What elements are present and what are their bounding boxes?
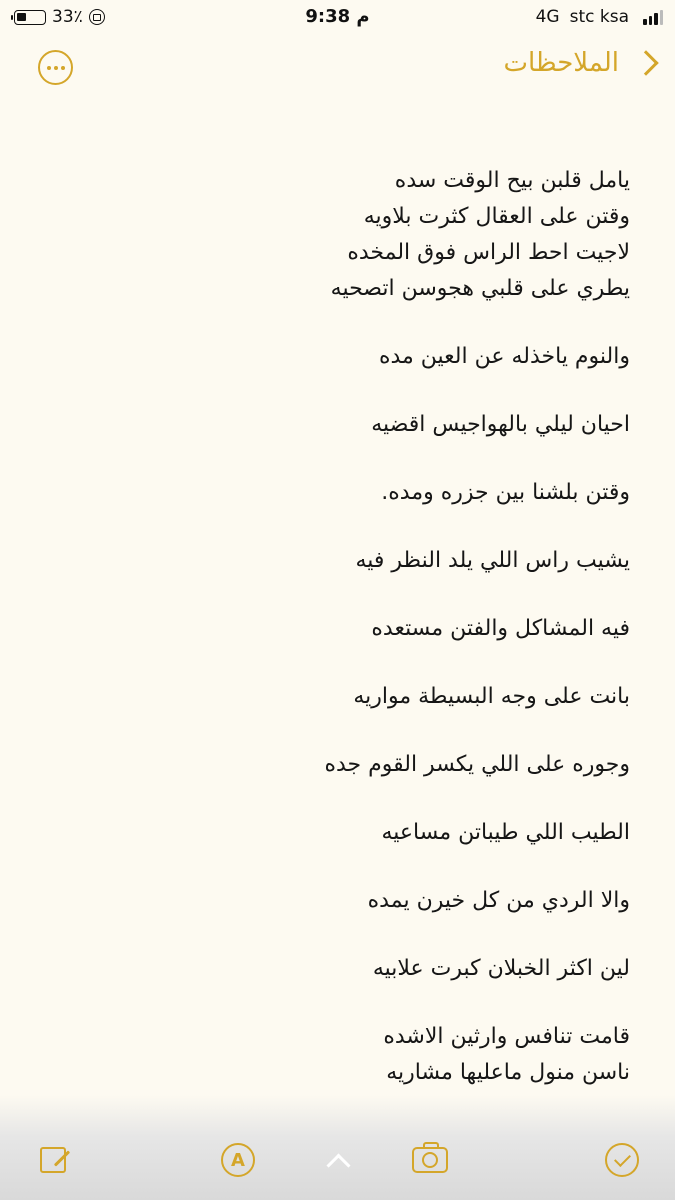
- stanza-gap: [70, 375, 630, 407]
- markup-button[interactable]: [218, 1140, 258, 1180]
- note-line: لين اكثر الخبلان كبرت علابيه: [372, 956, 630, 981]
- back-button[interactable]: [504, 48, 656, 78]
- signal-icon: [643, 9, 663, 25]
- stanza-gap: [70, 307, 630, 339]
- note-line: والا الردي من كل خيرن يمده: [367, 888, 630, 913]
- more-options-button[interactable]: [38, 50, 73, 85]
- note-stanza: [70, 611, 630, 647]
- dot-icon: [61, 66, 65, 70]
- note-stanza: [70, 339, 630, 375]
- battery-percent: 33٪: [52, 7, 83, 27]
- stanza-gap: [70, 851, 630, 883]
- note-line: احيان ليلي بالهواجيس اقضيه: [371, 412, 630, 437]
- chevron-up-icon: [326, 1153, 350, 1177]
- note-line: يطري على قلبي هجوسن اتصحيه: [330, 276, 630, 301]
- stanza-gap: [70, 987, 630, 1019]
- stanza-gap: [70, 443, 630, 475]
- note-line: وجوره على اللي يكسر القوم جده: [324, 752, 630, 777]
- bottom-toolbar: [0, 1095, 675, 1200]
- dot-icon: [54, 66, 58, 70]
- note-stanza: [70, 883, 630, 919]
- note-line: فيه المشاكل والفتن مستعده: [371, 616, 630, 641]
- stanza-gap: [70, 919, 630, 951]
- stanza-gap: [70, 579, 630, 611]
- done-button[interactable]: [602, 1140, 642, 1180]
- note-stanza: [70, 679, 630, 715]
- note-line: وقتن بلشنا بين جزره ومده.: [381, 480, 630, 505]
- status-right: [536, 7, 663, 27]
- note-line: الطيب اللي طيباتن مساعيه: [381, 820, 630, 845]
- note-stanza: [70, 475, 630, 511]
- camera-icon: [412, 1147, 448, 1173]
- note-line: يشيب راس اللي يلد النظر فيه: [355, 548, 630, 573]
- compose-icon: [40, 1147, 66, 1173]
- network-type: 4G: [535, 7, 560, 27]
- note-line: بانت على وجه البسيطة مواريه: [353, 684, 630, 709]
- markup-icon: A: [221, 1143, 255, 1177]
- camera-button[interactable]: [410, 1140, 450, 1180]
- dot-icon: [47, 66, 51, 70]
- note-line: قامت تنافس وارثين الاشده: [383, 1024, 630, 1049]
- note-line: لاجيت احط الراس فوق المخده: [347, 240, 630, 265]
- compose-button[interactable]: [33, 1140, 73, 1180]
- stanza-gap: [70, 715, 630, 747]
- note-stanza: [70, 951, 630, 987]
- note-body[interactable]: [70, 163, 630, 1127]
- note-line: ناسن منول ماعليها مشاريه: [386, 1060, 630, 1085]
- note-line: يامل قلبن بيح الوقت سده: [394, 168, 630, 193]
- stanza-gap: [70, 511, 630, 543]
- navigation-bar: [0, 40, 675, 100]
- status-time: 9:38 م: [305, 6, 370, 27]
- done-check-icon: [605, 1143, 639, 1177]
- note-line: وقتن على العقال كثرت بلاويه: [363, 204, 630, 229]
- note-stanza: [70, 747, 630, 783]
- note-stanza: [70, 815, 630, 851]
- carrier-name: stc ksa: [569, 7, 629, 27]
- back-label: الملاحظات: [503, 48, 619, 78]
- stanza-gap: [70, 647, 630, 679]
- expand-button[interactable]: [318, 1140, 358, 1180]
- chevron-back-icon: [633, 50, 658, 75]
- stanza-gap: [70, 783, 630, 815]
- note-line: والنوم ياخذله عن العين مده: [378, 344, 630, 369]
- note-stanza: [70, 407, 630, 443]
- note-stanza: [70, 163, 630, 307]
- status-bar: [0, 0, 675, 36]
- note-stanza: [70, 543, 630, 579]
